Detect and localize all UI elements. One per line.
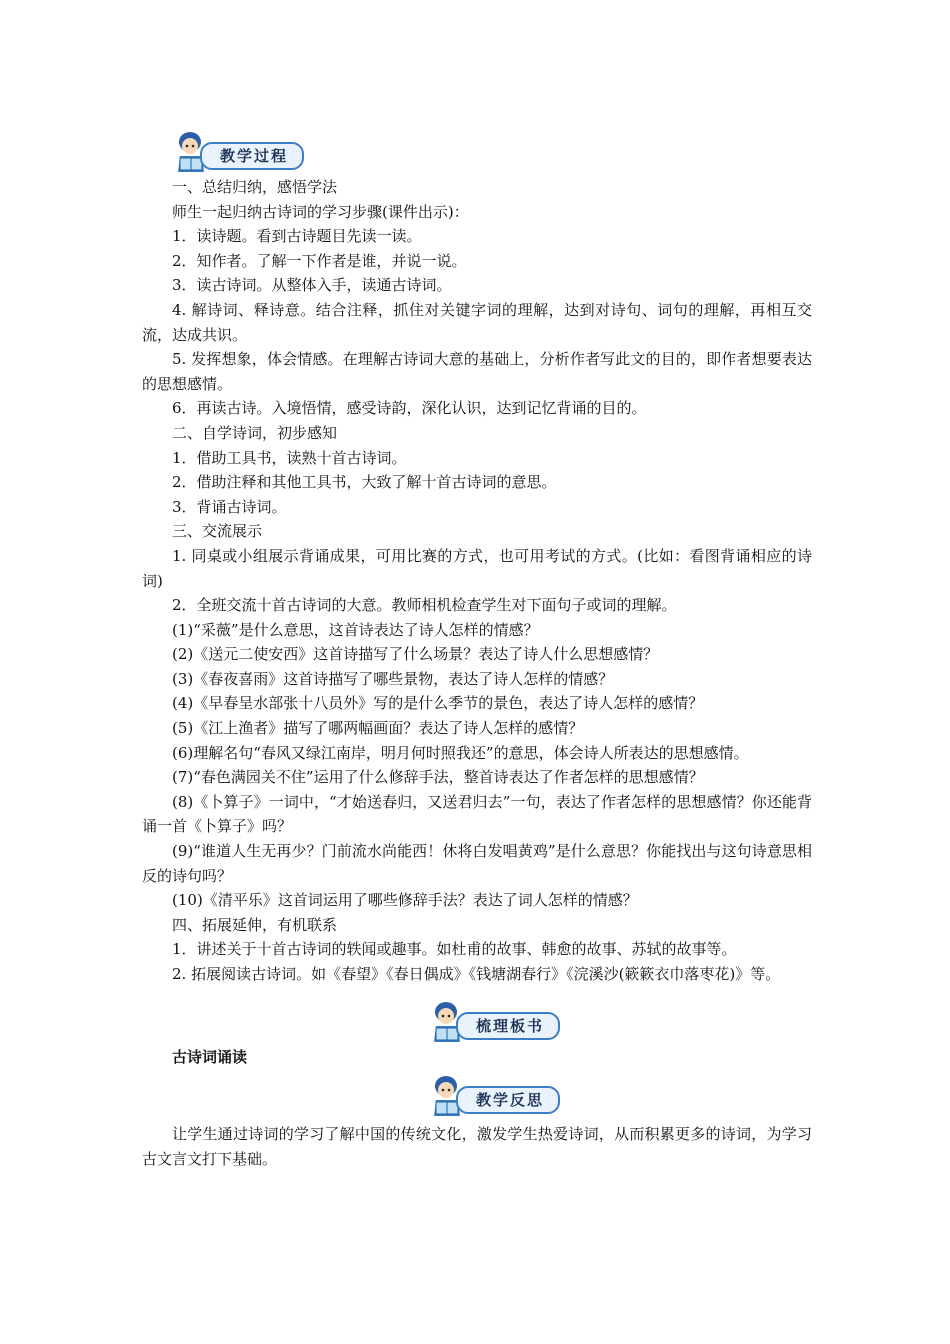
section-1-intro: 师生一起归纳古诗词的学习步骤(课件出示)： xyxy=(172,202,469,221)
question-item: (7)“春色满园关不住”运用了什么修辞手法，整首诗表达了作者怎样的思想感情？ xyxy=(172,768,704,787)
question-item: (8)《卜算子》一词中，“才始送春归，又送君归去”一句，表达了作者怎样的思想感情？你还能背诵一首《卜算子》吗？ xyxy=(142,792,812,836)
section-badge-reflection xyxy=(428,1082,588,1112)
section-badge-board xyxy=(428,1008,588,1038)
list-item: 2．全班交流十首古诗词的大意。教师相机检查学生对下面句子或词的理解。 xyxy=(172,596,677,615)
badge-label: 教学反思 xyxy=(456,1086,560,1114)
list-item: 3．背诵古诗词。 xyxy=(172,497,287,516)
list-item: 2．借助注释和其他工具书，大致了解十首古诗词的意思。 xyxy=(172,473,557,492)
question-item: (2)《送元二使安西》这首诗描写了什么场景？表达了诗人什么思想感情？ xyxy=(172,645,659,664)
reflection-text: 让学生通过诗词的学习了解中国的传统文化，激发学生热爱诗词，从而积累更多的诗词，为学习古文言文打下基础。 xyxy=(142,1125,812,1168)
list-item: 1. 同桌或小组展示背诵成果，可用比赛的方式，也可用考试的方式。(比如：看图背诵相应的诗词) xyxy=(142,546,812,590)
board-text: 古诗词诵读 xyxy=(172,1048,248,1066)
list-item: 6．再读古诗。入境悟情，感受诗韵，深化认识，达到记忆背诵的目的。 xyxy=(172,399,647,418)
question-item: (1)“采薇”是什么意思，这首诗表达了诗人怎样的情感？ xyxy=(172,620,539,639)
list-item: 4. 解诗词、释诗意。结合注释，抓住对关键字词的理解，达到对诗句、词句的理解，再相互交流，达成共识。 xyxy=(142,300,812,344)
list-item: 1．借助工具书，读熟十首古诗词。 xyxy=(172,448,407,467)
question-item: (4)《早春呈水部张十八员外》写的是什么季节的景色，表达了诗人怎样的感情？ xyxy=(172,694,704,713)
badge-label: 梳理板书 xyxy=(456,1012,560,1040)
question-item: (6)理解名句“春风又绿江南岸，明月何时照我还”的意思，体会诗人所表达的思想感情。 xyxy=(172,743,749,762)
list-item: 5. 发挥想象，体会情感。在理解古诗词大意的基础上，分析作者写此文的目的，即作者想要表达的思想感情。 xyxy=(142,350,812,393)
section-1-title: 一、总结归纳，感悟学法 xyxy=(172,178,338,196)
reflection-section xyxy=(142,1122,812,1171)
process-section xyxy=(142,175,812,987)
question-item: (9)“谁道人生无再少？门前流水尚能西！休将白发唱黄鸡”是什么意思？你能找出与这句诗意思相反的诗句吗？ xyxy=(142,842,812,885)
list-item: 3．读古诗词。从整体入手，读通古诗词。 xyxy=(172,276,452,295)
list-item: 1．讲述关于十首古诗词的轶闻或趣事。如杜甫的故事、韩愈的故事、苏轼的故事等。 xyxy=(172,940,737,959)
section-3-title: 三、交流展示 xyxy=(172,522,263,541)
question-item: (5)《江上渔者》描写了哪两幅画面？表达了诗人怎样的感情？ xyxy=(172,719,584,738)
question-item: (3)《春夜喜雨》这首诗描写了哪些景物，表达了诗人怎样的情感？ xyxy=(172,669,614,688)
badge-label: 教学过程 xyxy=(200,142,304,170)
list-item: 1．读诗题。看到古诗题目先读一读。 xyxy=(172,227,422,246)
question-item: (10)《清平乐》这首词运用了哪些修辞手法？表达了词人怎样的情感？ xyxy=(172,891,638,910)
section-4-title: 四、拓展延伸，有机联系 xyxy=(172,915,338,934)
list-item: 2．知作者。了解一下作者是谁，并说一说。 xyxy=(172,251,467,270)
section-2-title: 二、自学诗词，初步感知 xyxy=(172,423,338,442)
list-item: 2. 拓展阅读古诗词。如《春望》《春日偶成》《钱塘湖春行》《浣溪沙(簌簌衣巾落枣花)》等。 xyxy=(172,965,781,983)
section-badge-process xyxy=(172,138,332,168)
